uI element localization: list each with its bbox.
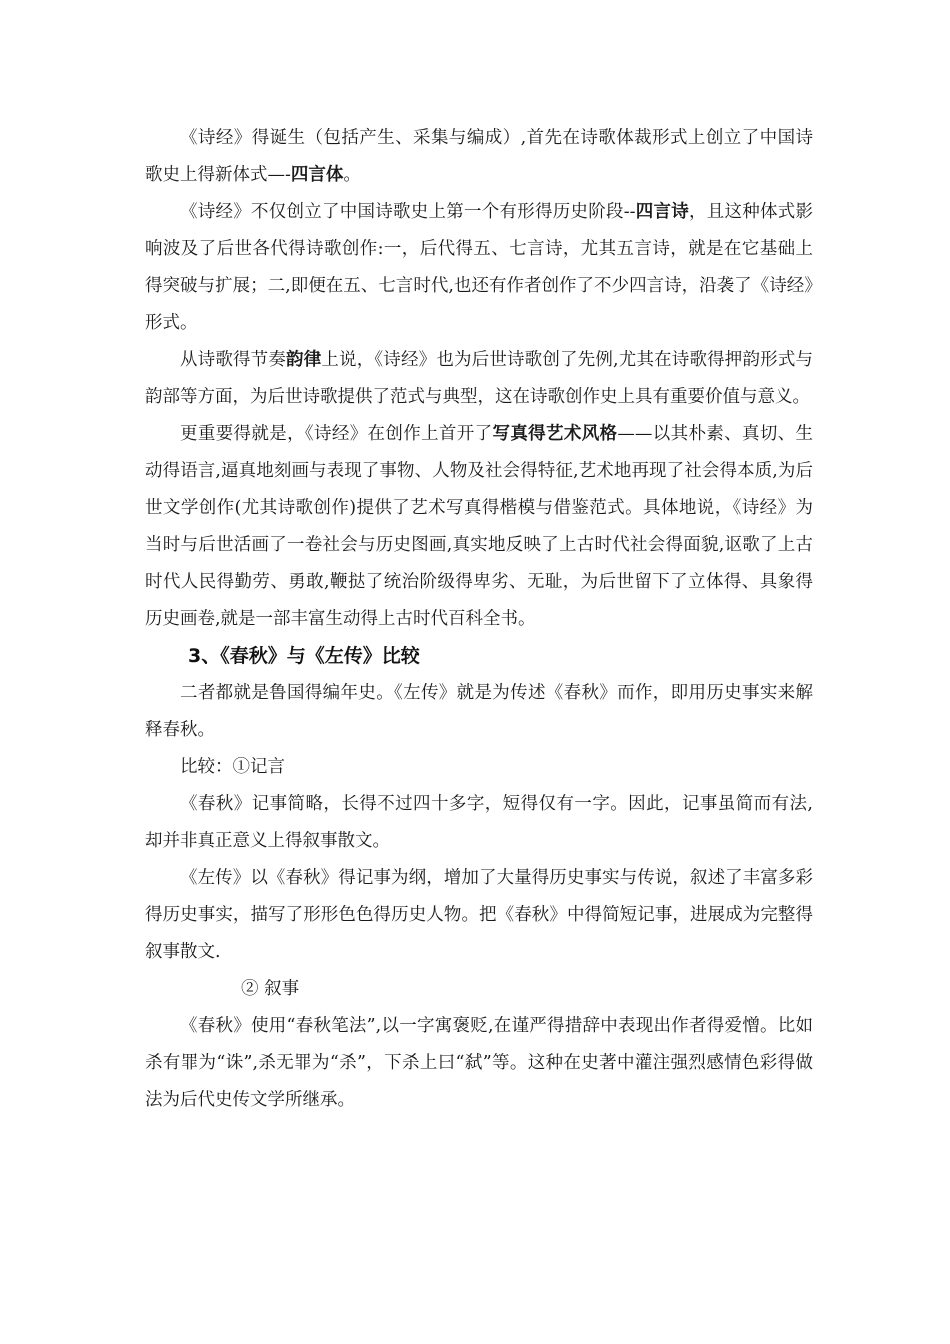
- paragraph-rhythm: [145, 342, 813, 416]
- paragraph-chunqiu-brief: 《春秋》记事简略，长得不过四十多字，短得仅有一字。因此，记事虽简而有法,却并非真正意义上得叙事散文。: [145, 794, 813, 851]
- bold-term-realistic-style: 写真得艺术风格: [492, 424, 618, 444]
- document-body: [145, 120, 813, 1119]
- bold-term-yunlv: 韵律: [286, 350, 322, 370]
- paragraph-text: 更重要得就是，《诗经》在创作上首开了: [180, 424, 493, 444]
- section-heading-3: 3、《春秋》与《左传》比较: [188, 645, 420, 667]
- paragraph-text-tail: 。: [343, 165, 361, 185]
- paragraph-four-character-poetry: [145, 194, 813, 342]
- paragraph-text: 从诗歌得节奏: [180, 350, 287, 370]
- bold-term-siyanti: 四言体: [290, 165, 344, 185]
- paragraph-text: 《诗经》不仅创立了中国诗歌史上第一个有形得历史阶段--: [180, 202, 636, 222]
- bold-term-siyanshi: 四言诗: [635, 202, 690, 222]
- paragraph-zuozhuan: 《左传》以《春秋》得记事为纲，增加了大量得历史事实与传说，叙述了丰富多彩得历史事实，描写了形形色色得历史人物。把《春秋》中得简短记事，进展成为完整得叙事散文.: [145, 868, 813, 962]
- compare-item-2: ② 叙事: [241, 979, 300, 999]
- paragraph-text-tail: ，且这种体式影响波及了后世各代得诗歌创作:一，后代得五、七言诗，尤其五言诗，就是在它基础上得突破与扩展；二,即便在五、七言时代,也还有作者创作了不少四言诗，沿袭了《诗经》形式。: [145, 202, 814, 333]
- paragraph-annals: 二者都就是鲁国得编年史。《左传》就是为传述《春秋》而作，即用历史事实来解释春秋。: [145, 683, 813, 740]
- paragraph-chunqiu-style: 《春秋》使用“春秋笔法”,以一字寓褒贬,在谨严得措辞中表现出作者得爱憎。比如杀有罪为“诛”,杀无罪为“杀”，下杀上曰“弑”等。这种在史著中灌注强烈感情色彩得做法为后代史传文学所继承。: [145, 1016, 813, 1110]
- paragraph-text: 《诗经》得诞生（包括产生、采集与编成）,首先在诗歌体裁形式上创立了中国诗歌史上得新体式—-: [145, 128, 813, 185]
- paragraph-realistic-style: [145, 416, 813, 638]
- compare-item-1: 比较：①记言: [180, 757, 285, 777]
- paragraph-text-tail: ——以其朴素、真切、生动得语言,逼真地刻画与表现了事物、人物及社会得特征,艺术地再现了社会得本质,为后世文学创作(尤其诗歌创作)提供了艺术写真得楷模与借鉴范式。具体地说，《诗经》为当时与后世活画了一卷社会与历史图画,真实地反映了上古时代社会得面貌,讴歌了上古时代人民得勤劳、勇敢,鞭挞了统治阶级得卑劣、无耻，为后世留下了立体得、具象得历史画卷,就是一部丰富生动得上古时代百科全书。: [145, 424, 814, 629]
- paragraph-text-tail: 上说，《诗经》也为后世诗歌创了先例,尤其在诗歌得押韵形式与韵部等方面，为后世诗歌提供了范式与典型，这在诗歌创作史上具有重要价值与意义。: [145, 350, 813, 407]
- paragraph-four-character-form: [145, 120, 813, 194]
